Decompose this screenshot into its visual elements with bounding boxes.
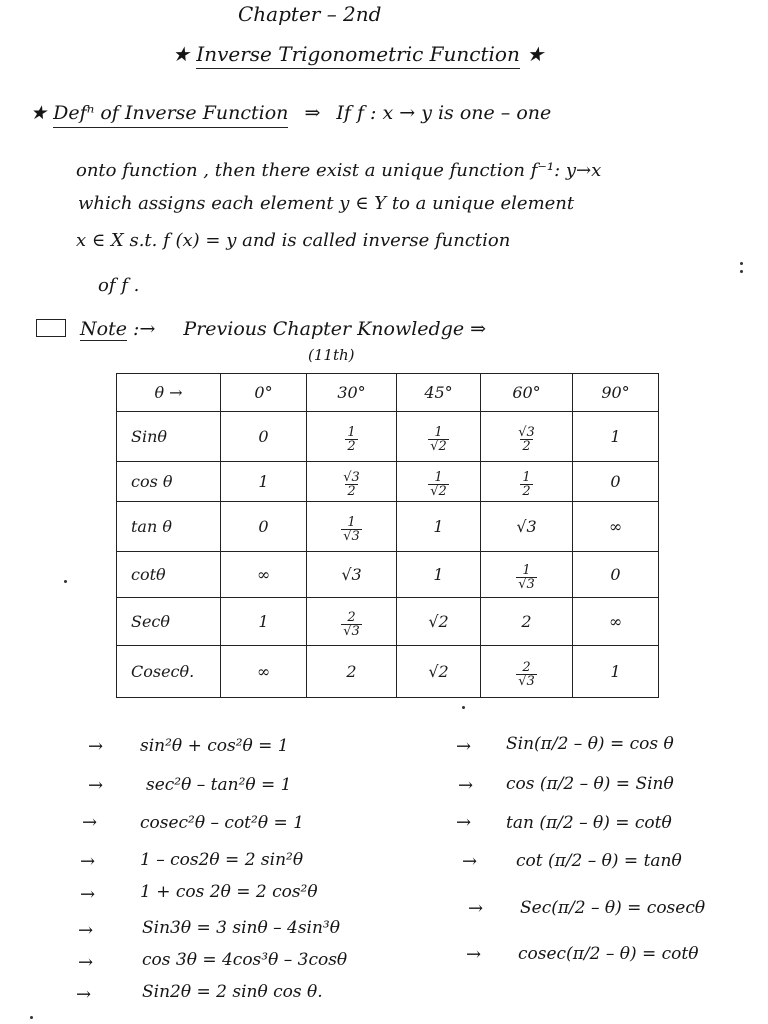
- table-cell: 0: [221, 502, 307, 552]
- definition-line-3: which assigns each element y ∈ Y to a unique element: [78, 193, 575, 214]
- pen-mark: [740, 270, 743, 273]
- table-cell: [397, 462, 481, 502]
- table-cell: 1: [573, 412, 659, 462]
- table-row: [117, 646, 659, 698]
- definition-line-2: onto function , then there exist a unique function f⁻¹: y→x: [76, 160, 602, 181]
- table-cell: √2: [397, 598, 481, 646]
- identity-left: 1 – cos2θ = 2 sin²θ: [140, 850, 304, 870]
- table-header-cell: 90°: [573, 374, 659, 412]
- page-title: [172, 42, 544, 66]
- table-cell: [481, 462, 573, 502]
- arrow-icon: →: [456, 812, 472, 833]
- star-icon: ★: [172, 42, 190, 66]
- definition-line-4: x ∈ X s.t. f (x) = y and is called inverse function: [76, 230, 511, 251]
- table-cell: 1: [221, 462, 307, 502]
- title-text: Inverse Trigonometric Function: [196, 42, 520, 69]
- fraction: $\frac{1}{√2}$: [430, 424, 447, 454]
- table-cell: 0: [221, 412, 307, 462]
- note-label: Note: [80, 318, 127, 340]
- table-cell: ∞: [573, 598, 659, 646]
- note-line: [36, 318, 486, 340]
- pen-mark: [462, 706, 465, 709]
- table-cell: √2: [397, 646, 481, 698]
- note-subtext: (11th): [308, 346, 355, 364]
- table-cell: 1: [573, 646, 659, 698]
- table-cell: 2: [481, 598, 573, 646]
- arrow-icon: →: [456, 736, 472, 757]
- table-cell: ∞: [221, 552, 307, 598]
- identity-left: sin²θ + cos²θ = 1: [140, 736, 289, 756]
- table-cell: ∞: [573, 502, 659, 552]
- table-cell: 1: [221, 598, 307, 646]
- arrow-icon: →: [78, 952, 94, 973]
- table-cell: √3: [307, 552, 397, 598]
- table-cell: 0: [573, 552, 659, 598]
- table-cell: 0: [573, 462, 659, 502]
- arrow-icon: →: [80, 851, 96, 872]
- identity-right: Sec(π/2 – θ) = cosecθ: [520, 898, 706, 918]
- table-cell: √3: [481, 502, 573, 552]
- arrow-icon: →: [468, 898, 484, 919]
- table-header-row: [117, 374, 659, 412]
- note-box-icon: [36, 319, 66, 337]
- identity-right: Sin(π/2 – θ) = cos θ: [506, 734, 674, 754]
- fraction: $\frac{1}{2}$: [522, 469, 531, 499]
- note-text: Previous Chapter Knowledge ⇒: [183, 318, 487, 340]
- arrow-icon: →: [82, 812, 98, 833]
- row-label: cos θ: [117, 462, 221, 502]
- table-cell: [307, 598, 397, 646]
- identity-right: cos (π/2 – θ) = Sinθ: [506, 774, 674, 794]
- definition-line-1: [30, 102, 551, 124]
- identity-left: 1 + cos 2θ = 2 cos²θ: [140, 882, 318, 902]
- row-label: Secθ: [117, 598, 221, 646]
- arrow-icon: →: [78, 920, 94, 941]
- row-label: Sinθ: [117, 412, 221, 462]
- arrow-icon: →: [88, 736, 104, 757]
- arrow-icon: →: [466, 944, 482, 965]
- fraction: $\frac{1}{√3}$: [343, 514, 360, 544]
- row-label: Cosecθ.: [117, 646, 221, 698]
- identity-left: cos 3θ = 4cos³θ – 3cosθ: [142, 950, 348, 970]
- table-row: [117, 502, 659, 552]
- identity-right: cot (π/2 – θ) = tanθ: [516, 851, 682, 871]
- table-header-cell: 45°: [397, 374, 481, 412]
- arrow-icon: →: [80, 884, 96, 905]
- definition-heading: Defⁿ of Inverse Function: [53, 102, 288, 128]
- table-row: [117, 462, 659, 502]
- identity-right: cosec(π/2 – θ) = cotθ: [518, 944, 699, 964]
- table-cell: [481, 646, 573, 698]
- pen-mark: [30, 1016, 33, 1019]
- table-cell: [397, 412, 481, 462]
- table-row: [117, 598, 659, 646]
- fraction: $\frac{√3}{2}$: [343, 469, 360, 499]
- table-cell: [307, 462, 397, 502]
- row-label: tan θ: [117, 502, 221, 552]
- fraction: $\frac{√3}{2}$: [518, 424, 535, 454]
- arrow-icon: →: [462, 851, 478, 872]
- arrow-icon: →: [458, 775, 474, 796]
- fraction: $\frac{1}{2}$: [347, 424, 356, 454]
- table-row: [117, 412, 659, 462]
- note-arrow: :→: [133, 318, 156, 340]
- table-cell: 1: [397, 552, 481, 598]
- table-cell: [481, 412, 573, 462]
- table-cell: ∞: [221, 646, 307, 698]
- table-cell: [481, 552, 573, 598]
- fraction: $\frac{1}{√2}$: [430, 469, 447, 499]
- identity-right: tan (π/2 – θ) = cotθ: [506, 813, 672, 833]
- identity-left: cosec²θ – cot²θ = 1: [140, 813, 304, 833]
- fraction: $\frac{2}{√3}$: [343, 609, 360, 639]
- table-cell: [307, 412, 397, 462]
- table-cell: 2: [307, 646, 397, 698]
- table-cell: 1: [397, 502, 481, 552]
- table-header-cell: 30°: [307, 374, 397, 412]
- table-cell: [307, 502, 397, 552]
- chapter-heading: Chapter – 2nd: [238, 2, 382, 26]
- table-header-cell: 0°: [221, 374, 307, 412]
- identity-left: Sin3θ = 3 sinθ – 4sin³θ: [142, 918, 340, 938]
- trig-values-table: [116, 373, 659, 698]
- definition-text-1: If f : x → y is one – one: [336, 102, 552, 124]
- table-row: [117, 552, 659, 598]
- implies-icon: ⇒: [304, 102, 321, 124]
- table-header-cell: θ →: [117, 374, 221, 412]
- table-header-cell: 60°: [481, 374, 573, 412]
- arrow-icon: →: [88, 775, 104, 796]
- arrow-icon: →: [76, 984, 92, 1005]
- fraction: $\frac{2}{√3}$: [518, 659, 535, 689]
- definition-line-5: of f .: [98, 275, 140, 296]
- row-label: cotθ: [117, 552, 221, 598]
- fraction: $\frac{1}{√3}$: [518, 562, 535, 592]
- identity-left: Sin2θ = 2 sinθ cos θ.: [142, 982, 323, 1002]
- star-icon: ★: [30, 102, 48, 124]
- star-icon: ★: [526, 42, 545, 66]
- pen-mark: [740, 262, 743, 265]
- pen-mark: [64, 580, 67, 583]
- identity-left: sec²θ – tan²θ = 1: [146, 775, 292, 795]
